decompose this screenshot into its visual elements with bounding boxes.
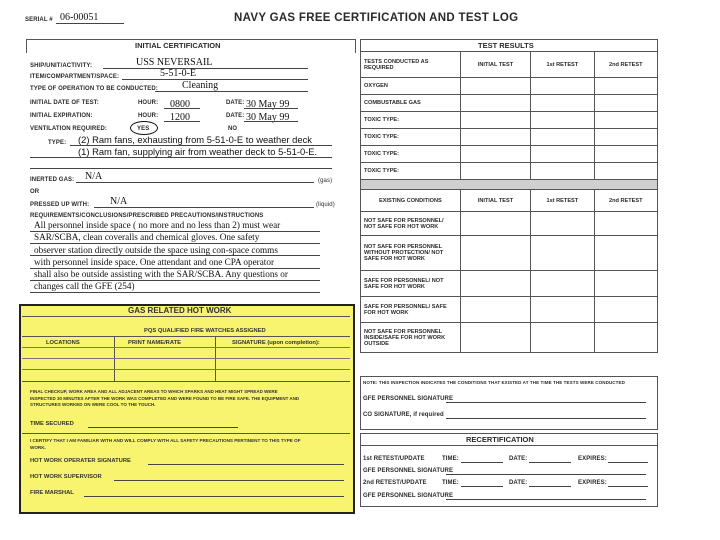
date-label-2: DATE:	[226, 113, 245, 119]
condition-row-label: NOT SAFE FOR PERSONNEL WITHOUT PROTECTION/ NOT SAFE FOR HOT WORK	[361, 236, 461, 271]
oxygen-row-label: OXYGEN	[361, 78, 461, 95]
shaded-divider	[361, 180, 658, 190]
retest1-label: 1st RETEST/UPDATE	[363, 456, 425, 462]
conditions-first-retest-header: 1st RETEST	[531, 190, 594, 212]
vent-type-line-2: (1) Ram fan, supplying air from weather deck to 5-51-0-E.	[78, 146, 318, 157]
result-cell[interactable]	[594, 95, 657, 112]
operation-type-value: Cleaning	[182, 80, 219, 91]
test-date-value: 30 May 99	[246, 99, 290, 110]
retest1-expires-label: EXPIRES:	[578, 456, 607, 462]
final-checkup-text	[30, 389, 299, 409]
result-cell[interactable]	[460, 163, 530, 180]
inerted-gas-label: INERTED GAS:	[30, 177, 75, 183]
hour-label-2: HOUR:	[138, 113, 159, 119]
condition-cell[interactable]	[460, 212, 530, 236]
condition-cell[interactable]	[594, 212, 657, 236]
retest1-time-label: TIME:	[442, 456, 459, 462]
initial-cert-heading: INITIAL CERTIFICATION	[135, 41, 221, 50]
retest2-expires-label: EXPIRES:	[578, 480, 607, 486]
date-label-1: DATE:	[226, 100, 245, 106]
hour-label-1: HOUR:	[138, 100, 159, 106]
signature-column: SIGNATURE (upon completion):	[232, 340, 320, 346]
gfe-signature-label: GFE PERSONNEL SIGNATURE	[363, 396, 454, 402]
requirements-line: changes call the GFE (254)	[34, 281, 135, 292]
expiration-label: INITIAL EXPIRATION:	[30, 113, 93, 119]
condition-cell[interactable]	[460, 271, 530, 297]
test-results-table	[360, 51, 658, 353]
requirements-line: observer station directly outside the space using con-space comms	[34, 244, 278, 255]
final-checkup-line: STRUCTURES WORKED ON WERE COOL TO THE TOUCH.	[30, 402, 156, 407]
condition-row-label: SAFE FOR PERSONNEL/ SAFE FOR HOT WORK	[361, 297, 461, 323]
expiration-date-value: 30 May 99	[246, 112, 290, 123]
ventilation-label: VENTILATION REQUIRED:	[30, 126, 107, 132]
retest1-date-label: DATE:	[509, 456, 528, 462]
result-cell[interactable]	[594, 146, 657, 163]
result-cell[interactable]	[531, 112, 594, 129]
condition-cell[interactable]	[531, 297, 594, 323]
condition-cell[interactable]	[594, 236, 657, 271]
certify-line: WORK.	[30, 445, 46, 450]
operator-signature-label: HOT WORK OPERATER SIGNATURE	[30, 458, 131, 464]
vent-type-line-1: (2) Ram fans, exhausting from 5-51-0-E to weather deck	[78, 134, 312, 145]
toxic-row-label: TOXIC TYPE:	[361, 112, 461, 129]
result-cell[interactable]	[594, 112, 657, 129]
toxic-row-label: TOXIC TYPE:	[361, 129, 461, 146]
second-retest-header: 2nd RETEST	[594, 52, 657, 78]
condition-cell[interactable]	[531, 323, 594, 353]
retest1-gfe-signature: GFE PERSONNEL SIGNATURE	[363, 468, 454, 474]
condition-cell[interactable]	[460, 297, 530, 323]
result-cell[interactable]	[460, 95, 530, 112]
test-hour-value: 0800	[170, 99, 190, 110]
retest2-time-label: TIME:	[442, 480, 459, 486]
final-checkup-line: FINAL CHECKUP, WORK AREA AND ALL ADJACENT AREAS TO WHICH SPARKS AND HEAT MIGHT SPREAD WERE	[30, 389, 278, 394]
retest2-gfe-signature: GFE PERSONNEL SIGNATURE	[363, 493, 454, 499]
requirements-line: shall also be outside assisting with the SAR/SCBA. Any questions or	[34, 269, 288, 280]
result-cell[interactable]	[594, 129, 657, 146]
condition-row-label: NOT SAFE FOR PERSONNEL INSIDE/SAFE FOR HOT WORK OUTSIDE	[361, 323, 461, 353]
condition-row-label: SAFE FOR PERSONNEL/ NOT SAFE FOR HOT WORK	[361, 271, 461, 297]
hot-work-heading: GAS RELATED HOT WORK	[128, 306, 232, 315]
test-results-heading: TEST RESULTS	[478, 41, 534, 50]
toxic-row-label: TOXIC TYPE:	[361, 146, 461, 163]
inerted-gas-value: N/A	[85, 171, 103, 182]
operation-type-label: TYPE OF OPERATION TO BE CONDUCTED:	[30, 86, 158, 92]
inspection-note: NOTE: THIS INSPECTION INDICATES THE CONDITIONS THAT EXISTED AT THE TIME THE TESTS WERE CONDUCTED	[363, 380, 625, 385]
retest2-label: 2nd RETEST/UPDATE	[363, 480, 427, 486]
condition-cell[interactable]	[460, 323, 530, 353]
co-signature-label: CO SIGNATURE, if required	[363, 412, 444, 418]
serial-label: SERIAL #	[25, 17, 53, 23]
condition-cell[interactable]	[531, 271, 594, 297]
supervisor-label: HOT WORK SUPERVISOR	[30, 474, 102, 480]
result-cell[interactable]	[531, 95, 594, 112]
pressed-label: PRESSED UP WITH:	[30, 202, 90, 208]
test-date-label: INITIAL DATE OF TEST:	[30, 100, 99, 106]
condition-cell[interactable]	[531, 212, 594, 236]
ventilation-no[interactable]: NO	[228, 126, 238, 132]
ventilation-yes[interactable]: YES	[137, 126, 150, 132]
time-secured-label: TIME SECURED	[30, 421, 74, 427]
result-cell[interactable]	[460, 146, 530, 163]
expiration-hour-value: 1200	[170, 112, 190, 123]
requirements-line: with personnel inside space. One attendant and one CPA operator	[34, 256, 275, 267]
first-retest-header: 1st RETEST	[531, 52, 594, 78]
result-cell[interactable]	[531, 129, 594, 146]
result-cell[interactable]	[531, 163, 594, 180]
liquid-unit: (liquid)	[316, 202, 335, 208]
conditions-initial-header: INITIAL TEST	[460, 190, 530, 212]
toxic-row-label: TOXIC TYPE:	[361, 163, 461, 180]
requirements-line: SAR/SCBA, clean coveralls and chemical gloves. One safety	[34, 232, 260, 243]
result-cell[interactable]	[460, 78, 530, 95]
result-cell[interactable]	[594, 163, 657, 180]
certify-text	[30, 437, 301, 451]
fire-marshal-label: FIRE MARSHAL	[30, 490, 74, 496]
result-cell[interactable]	[460, 129, 530, 146]
serial-underline	[56, 23, 124, 24]
tests-conducted-header: TESTS CONDUCTED AS REQUIRED	[361, 52, 461, 78]
condition-cell[interactable]	[460, 236, 530, 271]
certify-line: I CERTIFY THAT I AM FAMILIAR WITH AND WILL COMPLY WITH ALL SAFETY PRECAUTIONS PERTINENT TO THIS TYPE OF	[30, 438, 301, 443]
retest2-date-label: DATE:	[509, 480, 528, 486]
item-label: ITEM/COMPARTMENT/SPACE:	[30, 74, 120, 80]
combustable-row-label: COMBUSTABLE GAS	[361, 95, 461, 112]
pressed-value: N/A	[110, 196, 128, 207]
result-cell[interactable]	[594, 78, 657, 95]
ship-value: USS NEVERSAIL	[136, 57, 213, 68]
serial-number: 06-00051	[60, 12, 99, 23]
result-cell[interactable]	[460, 112, 530, 129]
gas-unit: (gas)	[318, 178, 333, 184]
existing-conditions-header: EXISTING CONDITIONS	[361, 190, 461, 212]
ship-label: SHIP/UNIT/ACTIVITY:	[30, 63, 93, 69]
final-checkup-line: INSPECTED 30 MINUTES AFTER THE WORK WAS COMPLETED AND WERE FOUND TO BE FIRE SAFE. THE EQUIPMENT AND	[30, 395, 300, 401]
condition-cell[interactable]	[594, 271, 657, 297]
fire-watch-heading: PQS QUALIFIED FIRE WATCHES ASSIGNED	[144, 328, 266, 334]
vent-type-label: TYPE:	[48, 140, 67, 146]
requirements-line: All personnel inside space ( no more and no less than 2) must wear	[34, 220, 281, 230]
result-cell[interactable]	[531, 78, 594, 95]
recertification-heading: RECERTIFICATION	[466, 435, 534, 444]
condition-cell[interactable]	[594, 323, 657, 353]
result-cell[interactable]	[531, 146, 594, 163]
form-title: NAVY GAS FREE CERTIFICATION AND TEST LOG	[234, 12, 519, 24]
print-name-column: PRINT NAME/RATE	[128, 340, 182, 346]
requirements-label: REQUIREMENTS/CONCLUSIONS/PRESCRIBED PRECAUTIONS/INSTRUCTIONS	[30, 213, 264, 219]
condition-row-label: NOT SAFE FOR PERSONNEL/ NOT SAFE FOR HOT WORK	[361, 212, 461, 236]
item-value: 5-51-0-E	[160, 68, 197, 79]
or-label: OR	[30, 189, 40, 195]
conditions-second-retest-header: 2nd RETEST	[594, 190, 657, 212]
condition-cell[interactable]	[594, 297, 657, 323]
condition-cell[interactable]	[531, 236, 594, 271]
locations-column: LOCATIONS	[46, 340, 80, 346]
initial-test-header: INITIAL TEST	[460, 52, 530, 78]
